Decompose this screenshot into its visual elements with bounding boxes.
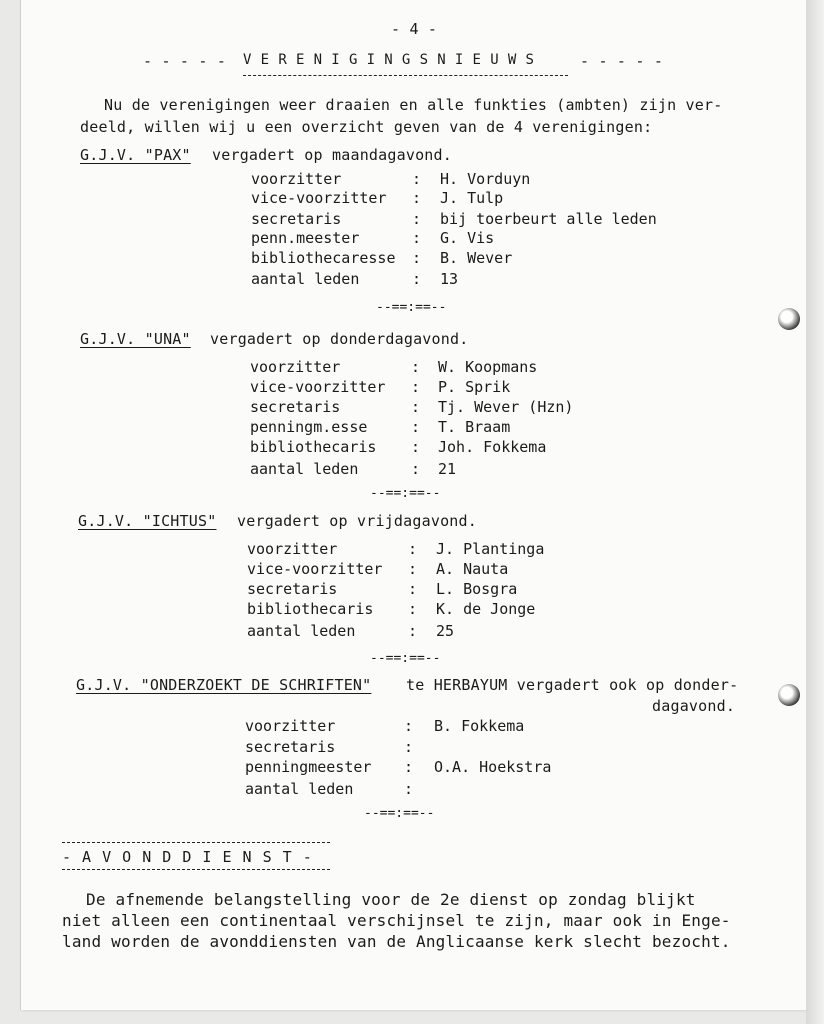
colon: :	[412, 210, 422, 228]
section-separator: --==:==--	[376, 300, 447, 315]
role-value: Joh. Fokkema	[438, 438, 547, 456]
club-ods-meeting: te HERBAYUM vergadert ook op donder-	[406, 676, 739, 694]
section-title-overline	[62, 842, 330, 843]
body-line-1: De afnemende belangstelling voor de 2e dienst op zondag blijkt	[86, 890, 696, 909]
colon: :	[412, 249, 422, 267]
colon: :	[404, 780, 414, 798]
colon: :	[412, 270, 422, 288]
colon: :	[411, 460, 421, 478]
role-label: voorzitter	[247, 540, 338, 558]
role-value: Tj. Wever (Hzn)	[438, 398, 574, 416]
role-label: vice-voorzitter	[250, 378, 386, 396]
binder-hole-lower	[778, 684, 800, 706]
colon: :	[412, 170, 422, 188]
role-value: B. Wever	[440, 249, 513, 267]
role-label: secretaris	[245, 738, 336, 756]
intro-line-1: Nu de verenigingen weer draaien en alle funkties (ambten) zijn ver-	[104, 96, 723, 114]
role-label: penningmeester	[245, 758, 372, 776]
role-label: secretaris	[250, 398, 341, 416]
body-line-2: niet alleen een continentaal verschijnsel te zijn, maar ook in Enge-	[62, 911, 731, 930]
colon: :	[404, 738, 414, 756]
title-underline	[243, 75, 568, 76]
colon: :	[411, 358, 421, 376]
colon: :	[404, 717, 414, 735]
role-label: penn.meester	[251, 229, 360, 247]
club-pax-name: G.J.V. "PAX"	[80, 146, 191, 164]
role-label: bibliothecaris	[247, 600, 374, 618]
role-label: voorzitter	[250, 358, 341, 376]
role-value: 13	[440, 270, 459, 288]
colon: :	[411, 418, 421, 436]
colon: :	[408, 600, 418, 618]
club-ods-name: G.J.V. "ONDERZOEKT DE SCHRIFTEN"	[76, 676, 372, 694]
section-separator: --==:==--	[370, 486, 441, 501]
role-value: 25	[436, 622, 455, 640]
role-label: voorzitter	[251, 170, 342, 188]
intro-line-2: deeld, willen wij u een overzicht geven van de 4 verenigingen:	[80, 118, 653, 136]
role-label: secretaris	[247, 580, 338, 598]
role-label: vice-voorzitter	[251, 189, 387, 207]
section-title-underline	[62, 869, 330, 870]
role-label: secretaris	[251, 210, 342, 228]
role-value: H. Vorduyn	[440, 170, 531, 188]
role-value: O.A. Hoekstra	[434, 758, 552, 776]
club-pax-meeting: vergadert op maandagavond.	[212, 146, 452, 164]
role-label: aantal leden	[251, 270, 360, 288]
role-value: J. Tulp	[440, 189, 504, 207]
club-ichtus-meeting: vergadert op vrijdagavond.	[237, 512, 477, 530]
colon: :	[412, 189, 422, 207]
club-ods-meeting-cont: dagavond.	[652, 697, 736, 715]
role-label: aantal leden	[250, 460, 359, 478]
binder-hole-upper	[778, 308, 800, 330]
colon: :	[408, 540, 418, 558]
role-value: B. Fokkema	[434, 717, 525, 735]
role-value: A. Nauta	[436, 560, 509, 578]
colon: :	[408, 560, 418, 578]
role-value: L. Bosgra	[436, 580, 518, 598]
colon: :	[411, 398, 421, 416]
section-separator: --==:==--	[370, 651, 441, 666]
role-label: vice-voorzitter	[247, 560, 383, 578]
club-una-name: G.J.V. "UNA"	[80, 330, 191, 348]
body-line-3: land worden de avonddiensten van de Anglicaanse kerk slecht bezocht.	[62, 932, 731, 951]
role-value: T. Braam	[438, 418, 511, 436]
role-value: J. Plantinga	[436, 540, 545, 558]
role-value: 21	[438, 460, 457, 478]
header-right-dashes: - - - - -	[580, 52, 664, 70]
club-ichtus-name: G.J.V. "ICHTUS"	[78, 512, 217, 530]
role-label: voorzitter	[245, 717, 336, 735]
colon: :	[411, 438, 421, 456]
colon: :	[408, 622, 418, 640]
role-label: aantal leden	[245, 780, 354, 798]
role-value: W. Koopmans	[438, 358, 538, 376]
role-value: P. Sprik	[438, 378, 511, 396]
role-label: aantal leden	[247, 622, 356, 640]
colon: :	[412, 229, 422, 247]
page-number: - 4 -	[391, 20, 438, 38]
section-separator: --==:==--	[364, 806, 435, 821]
role-value: G. Vis	[440, 229, 495, 247]
role-label: penningm.esse	[250, 418, 368, 436]
colon: :	[411, 378, 421, 396]
role-value: bij toerbeurt alle leden	[440, 210, 657, 228]
role-label: bibliothecaris	[250, 438, 377, 456]
page-title: V E R E N I G I N G S N I E U W S	[243, 52, 535, 68]
colon: :	[408, 580, 418, 598]
colon: :	[404, 758, 414, 776]
role-label: bibliothecaresse	[251, 249, 396, 267]
page-edge	[806, 0, 824, 1024]
section-title: - A V O N D D I E N S T -	[62, 848, 313, 866]
role-value: K. de Jonge	[436, 600, 536, 618]
club-una-meeting: vergadert op donderdagavond.	[210, 330, 469, 348]
header-left-dashes: - - - - -	[143, 52, 227, 70]
